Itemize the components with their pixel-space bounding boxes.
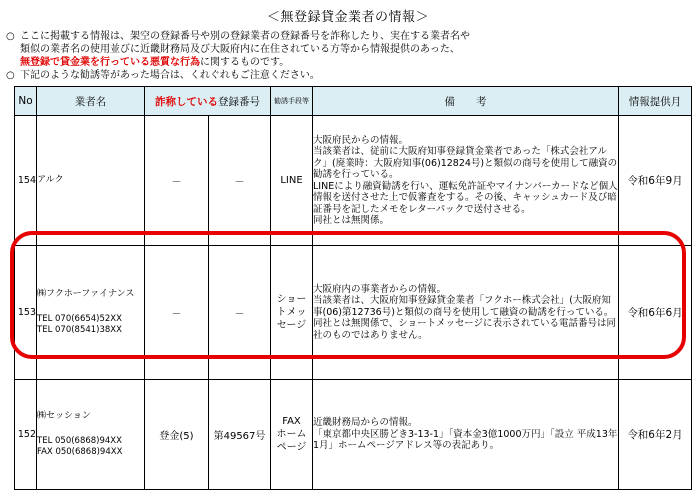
phone-number: TEL 070(8541)38XX	[37, 325, 122, 335]
company-info	[37, 380, 145, 490]
notice-text: に関するものです。	[200, 57, 290, 68]
notice-text: 下記のような勧誘等があった場合は、くれぐれもご注意ください。	[20, 70, 320, 81]
reg-type: 登金(5)	[145, 380, 209, 490]
notice-item	[6, 69, 696, 82]
solicitation-method: LINE	[271, 116, 313, 246]
remarks: 大阪府民からの情報。 当該業者は、従前に大阪府知事登録貸金業者であった「株式会社アルク」(廃業時：大阪府知事(06)12824号)と類似の商号を使用して融資の勧誘を行っている。 LINEにより融資勧誘を行い、運転免許証やマイナンバーカードなど個人情報を送付させた上で仮審査をする。その後、キャッシュカード及び暗証番号を記したメモをレターパックで送付させる。 同社とは無関係。	[313, 116, 619, 246]
fax-number: FAX 050(6868)94XX	[37, 447, 123, 457]
reg-number: －	[209, 246, 271, 380]
header-date: 情報提供月	[619, 87, 692, 116]
company-name: ㈱フクホーファイナンス	[37, 289, 135, 299]
reg-type: －	[145, 116, 209, 246]
notice-warning-text: 無登録で貸金業を行っている悪質な行為	[20, 57, 200, 68]
table-header-row	[15, 87, 692, 116]
row-number: 152	[15, 380, 37, 490]
notice-item	[6, 30, 696, 43]
page-title: ＜無登録貸金業者の情報＞	[266, 10, 429, 25]
reg-number: 第49567号	[209, 380, 271, 490]
remarks: 大阪府内の事業者からの情報。 当該業者は、大阪府知事登録貸金業者「フクホー株式会社」(大阪府知事(06)第12736号)と類似の商号を使用して融資の勧誘を行っている。 同社とは無関係で、ショートメッセージに表示されている電話番号は同社のものではありません。	[313, 246, 619, 380]
notice-item	[6, 56, 696, 69]
report-month: 令和6年6月	[619, 246, 692, 380]
row-number: 153	[15, 246, 37, 380]
notice-text: ここに掲載する情報は、架空の登録番号や別の登録業者の登録番号を詐称したり、実在する業者名や	[20, 31, 470, 42]
circle-bullet-icon: ○	[6, 70, 15, 81]
remarks: 近畿財務局からの情報。 「東京都中央区勝どき3-13-1」「資本金3億1000万円」「設立 平成13年1月」ホームページアドレス等の表記あり。	[313, 380, 619, 490]
company-name: アルク	[37, 116, 145, 246]
notice-section	[6, 30, 696, 82]
table-row	[15, 380, 692, 490]
solicitation-method: ショートメッセージ	[271, 246, 313, 380]
report-month: 令和6年9月	[619, 116, 692, 246]
header-no: No	[15, 87, 37, 116]
reg-number: －	[209, 116, 271, 246]
header-name: 業者名	[37, 87, 145, 116]
unregistered-lenders-table	[14, 86, 692, 490]
company-info	[37, 246, 145, 380]
notice-text: 類似の業者名の使用並びに近畿財務局及び大阪府内に在住されている方等から情報提供のあった、	[20, 44, 460, 55]
report-month: 令和6年2月	[619, 380, 692, 490]
row-number: 154	[15, 116, 37, 246]
table-row	[15, 116, 692, 246]
table-row	[15, 246, 692, 380]
circle-bullet-icon: ○	[6, 31, 15, 42]
reg-type: －	[145, 246, 209, 380]
solicitation-method: FAX ホーム ページ	[271, 380, 313, 490]
phone-number: TEL 070(6654)52XX	[37, 314, 122, 324]
header-remarks: 備 考	[313, 87, 619, 116]
phone-number: TEL 050(6868)94XX	[37, 436, 122, 446]
header-method: 勧誘手段等	[271, 87, 313, 116]
company-name: ㈱セッション	[37, 411, 91, 421]
notice-item	[6, 43, 696, 56]
header-reg-number: 詐称している登録番号	[145, 87, 271, 116]
